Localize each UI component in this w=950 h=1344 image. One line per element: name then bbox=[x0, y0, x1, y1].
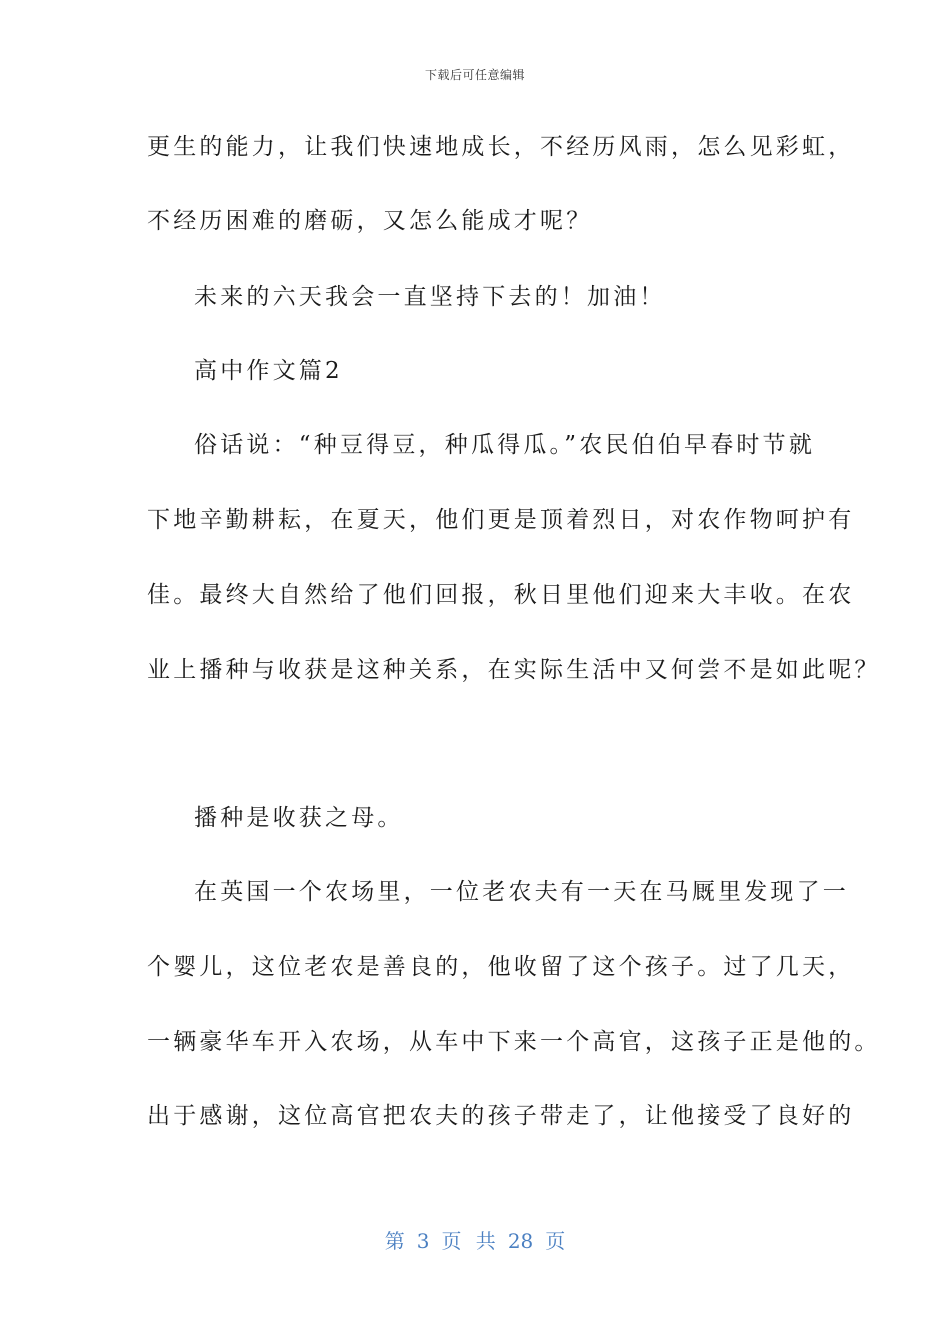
text-line: 在英国一个农场里，一位老农夫有一天在马厩里发现了一 bbox=[194, 879, 849, 905]
current-page-number: 3 bbox=[416, 1229, 430, 1253]
text-line: 业上播种与收获是这种关系，在实际生活中又何尝不是如此呢？ bbox=[147, 657, 881, 683]
section-heading: 高中作文篇2 bbox=[194, 358, 343, 384]
text-line: 俗话说：“种豆得豆，种瓜得瓜。”农民伯伯早春时节就 bbox=[194, 432, 816, 458]
text-line: 佳。最终大自然给了他们回报，秋日里他们迎来大丰收。在农 bbox=[147, 582, 855, 608]
text-line: 播种是收获之母。 bbox=[194, 805, 404, 831]
footer-suffix: 页 bbox=[545, 1229, 566, 1253]
text-line: 更生的能力，让我们快速地成长，不经历风雨，怎么见彩虹， bbox=[147, 134, 855, 160]
footer-prefix: 第 bbox=[384, 1229, 405, 1253]
footer-middle: 页 共 bbox=[441, 1229, 496, 1253]
text-line: 出于感谢，这位高官把农夫的孩子带走了，让他接受了良好的 bbox=[147, 1103, 855, 1129]
total-page-number: 28 bbox=[507, 1229, 534, 1253]
text-line: 下地辛勤耕耘，在夏天，他们更是顶着烈日，对农作物呵护有 bbox=[147, 507, 855, 533]
text-line: 未来的六天我会一直坚持下去的！加油！ bbox=[194, 284, 666, 310]
header-note: 下载后可任意编辑 bbox=[424, 68, 525, 82]
text-line: 一辆豪华车开入农场，从车中下来一个高官，这孩子正是他的。 bbox=[147, 1029, 881, 1055]
page-number-footer bbox=[0, 1225, 950, 1254]
text-line: 不经历困难的磨砺，又怎么能成才呢？ bbox=[147, 208, 593, 234]
text-line: 个婴儿，这位老农是善良的，他收留了这个孩子。过了几天， bbox=[147, 954, 855, 980]
